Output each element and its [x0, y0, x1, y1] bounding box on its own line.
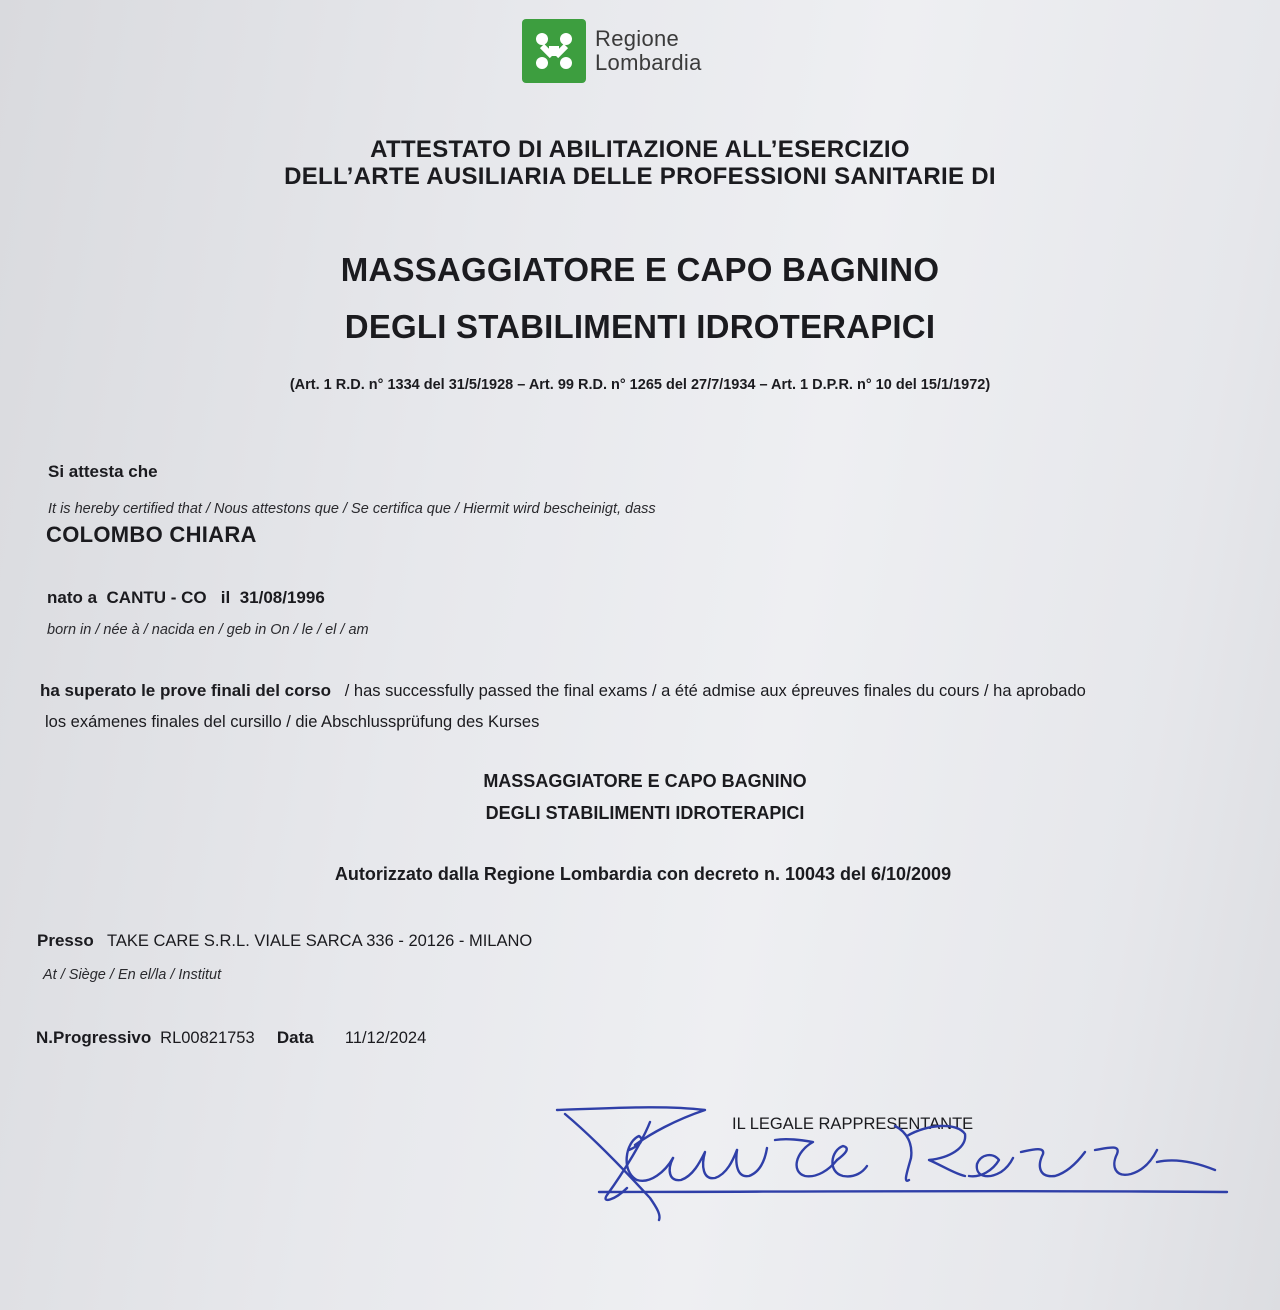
birthplace: CANTU - CO — [106, 588, 207, 607]
birth-date: 31/08/1996 — [239, 588, 325, 607]
signature-label: IL LEGALE RAPPRESENTANTE — [732, 1115, 974, 1133]
certify-translation: It is hereby certified that / Nous attestons que / Se certifica que / Hiermit wird bescheinigt, dass — [48, 501, 656, 517]
progressive-value: RL00821753 — [160, 1029, 255, 1047]
venue-line — [37, 931, 532, 951]
law-reference: (Art. 1 R.D. n° 1334 del 31/5/1928 – Art. 99 R.D. n° 1265 del 27/7/1934 – Art. 1 D.P.R. n° 10 del 15/1/1972) — [289, 377, 991, 393]
holder-name: COLOMBO CHIARA — [46, 522, 257, 547]
venue-label: Presso — [37, 931, 94, 950]
exam-statement — [40, 681, 1260, 701]
heading-line-1: ATTESTATO DI ABILITAZIONE ALL’ESERCIZIO — [370, 136, 910, 163]
handwritten-signature — [555, 1100, 1245, 1235]
venue-value: TAKE CARE S.R.L. VIALE SARCA 336 - 20126 - MILANO — [107, 932, 533, 950]
course-title-line-1: MASSAGGIATORE E CAPO BAGNINO — [483, 771, 807, 791]
course-title-line-2: DEGLI STABILIMENTI IDROTERAPICI — [485, 803, 805, 823]
record-line — [36, 1028, 426, 1048]
profession-title-line-1: MASSAGGIATORE E CAPO BAGNINO — [340, 251, 940, 288]
profession-title-line-2: DEGLI STABILIMENTI IDROTERAPICI — [344, 308, 936, 345]
born-translation: born in / née à / nacida en / geb in On / le / el / am — [47, 622, 369, 638]
authorization-decree: Autorizzato dalla Regione Lombardia con decreto n. 10043 del 6/10/2009 — [334, 864, 952, 884]
exam-translation-2: los exámenes finales del cursillo / die Abschlussprüfung des Kurses — [45, 713, 540, 731]
certify-label: Si attesta che — [48, 462, 158, 481]
exam-label: ha superato le prove finali del corso — [40, 681, 331, 700]
birth-date-label: il — [220, 588, 231, 607]
progressive-label: N.Progressivo — [36, 1028, 152, 1047]
regione-lombardia-emblem-icon — [522, 19, 586, 83]
logo-wordmark — [595, 27, 702, 75]
venue-translation: At / Siège / En el/la / Institut — [43, 967, 222, 983]
exam-translation-1: / has successfully passed the final exams / a été admise aux épreuves finales du cours / ha aprobado — [344, 682, 1086, 700]
issue-date-value: 11/12/2024 — [344, 1029, 427, 1047]
heading-line-2: DELL’ARTE AUSILIARIA DELLE PROFESSIONI SANITARIE DI — [284, 163, 996, 190]
birth-line — [47, 588, 325, 608]
logo-line-1: Regione — [595, 26, 680, 51]
born-label: nato a — [47, 588, 98, 607]
regione-lombardia-logo — [522, 19, 702, 83]
logo-line-2: Lombardia — [595, 50, 702, 75]
issue-date-label: Data — [276, 1028, 314, 1047]
